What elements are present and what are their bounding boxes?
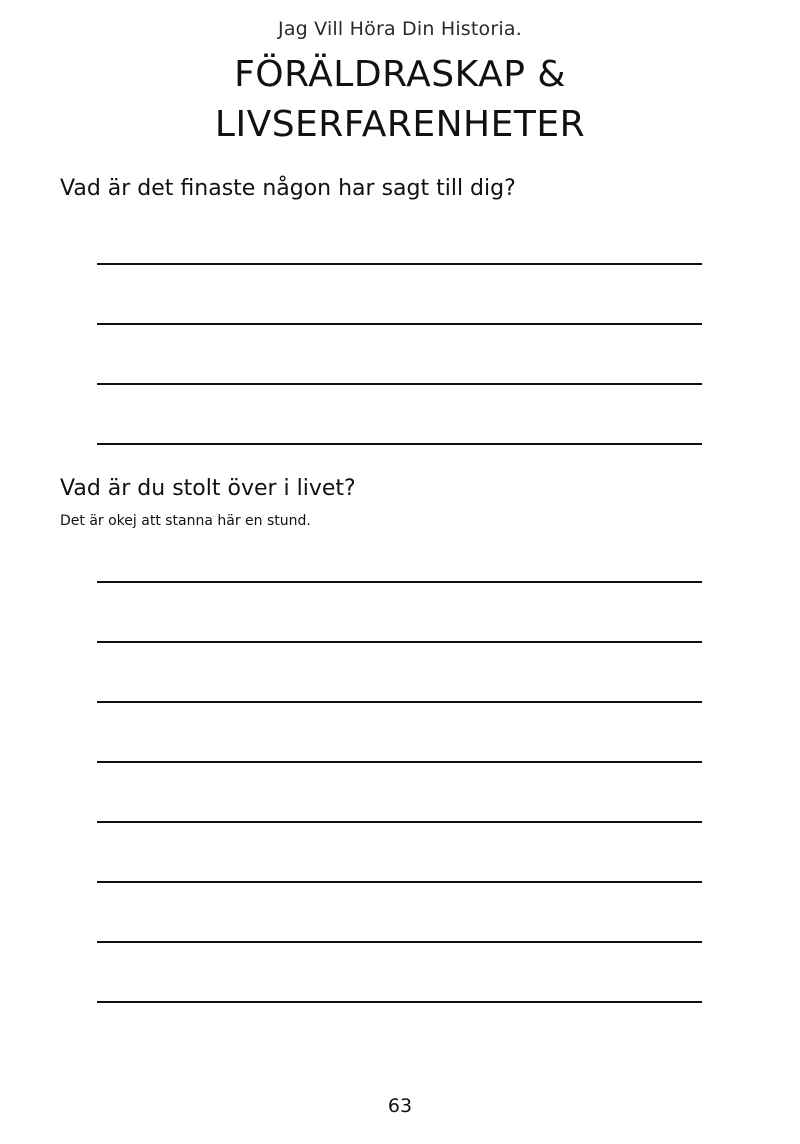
answer-line[interactable] bbox=[97, 1001, 702, 1003]
answer-line[interactable] bbox=[97, 581, 702, 583]
answer-line[interactable] bbox=[97, 761, 702, 763]
page-title-line-2: LIVSERFARENHETER bbox=[214, 104, 586, 145]
question-2-hint: Det är okej att stanna här en stund. bbox=[60, 513, 311, 529]
answer-line[interactable] bbox=[97, 323, 702, 325]
question-2: Vad är du stolt över i livet? bbox=[60, 476, 356, 501]
answer-line[interactable] bbox=[97, 701, 702, 703]
page-title bbox=[0, 50, 800, 150]
answer-line[interactable] bbox=[97, 263, 702, 265]
answer-line[interactable] bbox=[97, 941, 702, 943]
answer-line[interactable] bbox=[97, 821, 702, 823]
answer-line[interactable] bbox=[97, 881, 702, 883]
question-1: Vad är det finaste någon har sagt till dig? bbox=[60, 176, 516, 201]
answer-line[interactable] bbox=[97, 443, 702, 445]
page-subtitle: Jag Vill Höra Din Historia. bbox=[278, 18, 522, 40]
page-title-line-1: FÖRÄLDRASKAP & bbox=[234, 54, 566, 95]
answer-line[interactable] bbox=[97, 641, 702, 643]
page-number: 63 bbox=[387, 1095, 413, 1117]
answer-line[interactable] bbox=[97, 383, 702, 385]
